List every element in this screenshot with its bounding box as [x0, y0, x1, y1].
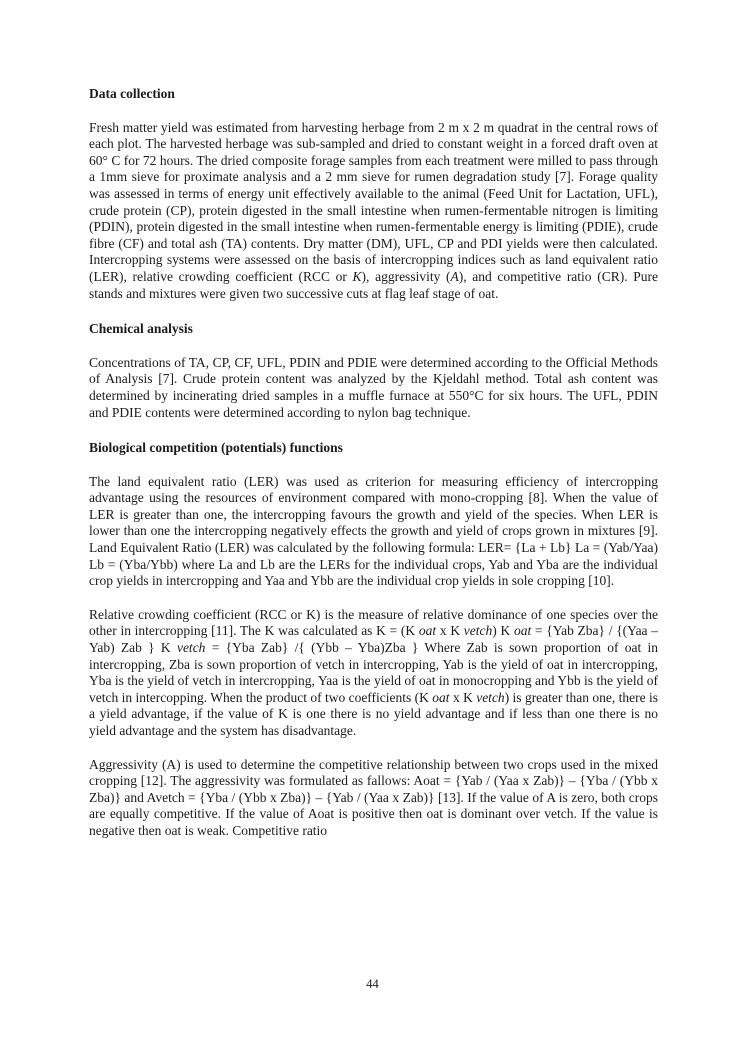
page-content — [89, 86, 658, 857]
text-run: K — [352, 268, 362, 284]
section-heading — [89, 321, 658, 338]
text-run: Aggressivity (A) is used to determine the competitive relationship between two crops used in the mixed cropping [12]. The aggressivity was formulated as fallows: Aoat = {Yab / (Yaa x Zab)} – {Yba / (Ybb x Zba)} and Avetch = {Yba / (Ybb x Zba)} – {Yab / (Yaa x Zab)} [13]. If the value of A is zero, both crops are equally competitive. If the value of Aoat is positive then oat is dominant over vetch. If the value is negative then oat is weak. Competitive ratio — [89, 756, 658, 838]
body-paragraph — [89, 474, 658, 590]
text-run: oat — [418, 623, 437, 639]
page-footer — [0, 976, 745, 992]
body-paragraph — [89, 355, 658, 421]
text-run: Concentrations of TA, CP, CF, UFL, PDIN and PDIE were determined according to the Official Methods of Analysis [7]. Crude protein content was analyzed by the Kjeldahl method. Total ash content was determined by incinerating dried samples in a muffle furnace at 550°C for six hours. The UFL, PDIN and PDIE contents were determined according to nylon bag technique. — [89, 354, 658, 420]
text-run: ), aggressivity ( — [361, 268, 451, 284]
text-run: ), and competitive ratio (CR). Pure stands and mixtures were given two successive cuts at flag leaf stage of oat. — [89, 268, 659, 301]
section-heading — [89, 440, 658, 457]
text-run: vetch — [463, 623, 493, 639]
text-run: x K — [449, 689, 477, 705]
text-run: ) K — [492, 623, 514, 639]
section-heading — [89, 86, 658, 103]
body-paragraph — [89, 757, 658, 840]
text-run: x K — [436, 623, 464, 639]
text-run: oat — [513, 623, 532, 639]
text-run: A — [450, 268, 459, 284]
page-number: 44 — [366, 977, 379, 991]
text-run: Data collection — [89, 86, 175, 101]
text-run: Fresh matter yield was estimated from harvesting herbage from 2 m x 2 m quadrat in the central rows of each plot. The harvested herbage was sub-sampled and dried to constant weight in a forced draft oven at 60° C for 72 hours. The dried composite forage samples from each treatment were milled to pass through a 1mm sieve for proximate analysis and a 2 mm sieve for rumen degradation study [7]. Forage quality was assessed in terms of energy unit effectively available to the animal (Feed Unit for Lactation, UFL), crude protein (CP), protein digested in the small intestine when rumen-fermentable nitrogen is limiting (PDIN), protein digested in the small intestine when rumen-fermentable energy is limiting (PDIE), crude fibre (CF) and total ash (TA) contents. Dry matter (DM), UFL, CP and PDI yields were then calculated. Intercropping systems were assessed on the basis of intercropping indices such as land equivalent ratio (LER), relative crowding coefficient (RCC or — [89, 119, 658, 284]
text-run: Relative crowding coefficient (RCC or K) is the measure of relative dominance of one species over the other in intercropping [11]. The K was calculated as K = (K — [89, 606, 658, 639]
body-paragraph — [89, 607, 658, 740]
body-paragraph — [89, 120, 658, 303]
text-run: vetch — [476, 689, 505, 705]
text-run: The land equivalent ratio (LER) was used as criterion for measuring efficiency of intercropping advantage using the resources of environment compared with mono-cropping [8]. When the value of LER is greater than one, the intercropping favours the growth and yield of the species. When LER is lower than one the intercropping negatively effects the growth and yield of crops grown in mixtures [9]. Land Equivalent Ratio (LER) was calculated by the following formula: LER= {La + Lb} La = (Yab/Yaa) Lb = (Yba/Ybb) where La and Lb are the LERs for the individual crops, Yab and Yba are the individual crop yields in intercropping and Yaa and Ybb are the individual crop yields in sole cropping [10]. — [89, 473, 658, 589]
text-run: Chemical analysis — [89, 321, 193, 337]
text-run: = {Yab Zba} / {(Yaa – Yab) Zab } K — [89, 623, 659, 656]
text-run: = {Yba Zab} /{ (Ybb – Yba)Zba } Where Zab is sown proportion of oat in intercropping, Zba is sown proportion of vetch in intercropping, Yab is the yield of oat in intercropping, Yba is the yield of vetch in intercropping, Yaa is the yield of oat in monocropping and Ybb is the yield of vetch in intercopping. When the product of two coefficients (K — [89, 640, 658, 705]
text-run: oat — [432, 689, 450, 705]
text-run: Biological competition (potentials) functions — [89, 440, 343, 456]
text-run: ) is greater than one, there is a yield advantage, if the value of K is one there is no yield advantage and if less than one there is no yield advantage and the system has disadvantage. — [89, 689, 659, 738]
text-run: vetch — [176, 640, 206, 656]
